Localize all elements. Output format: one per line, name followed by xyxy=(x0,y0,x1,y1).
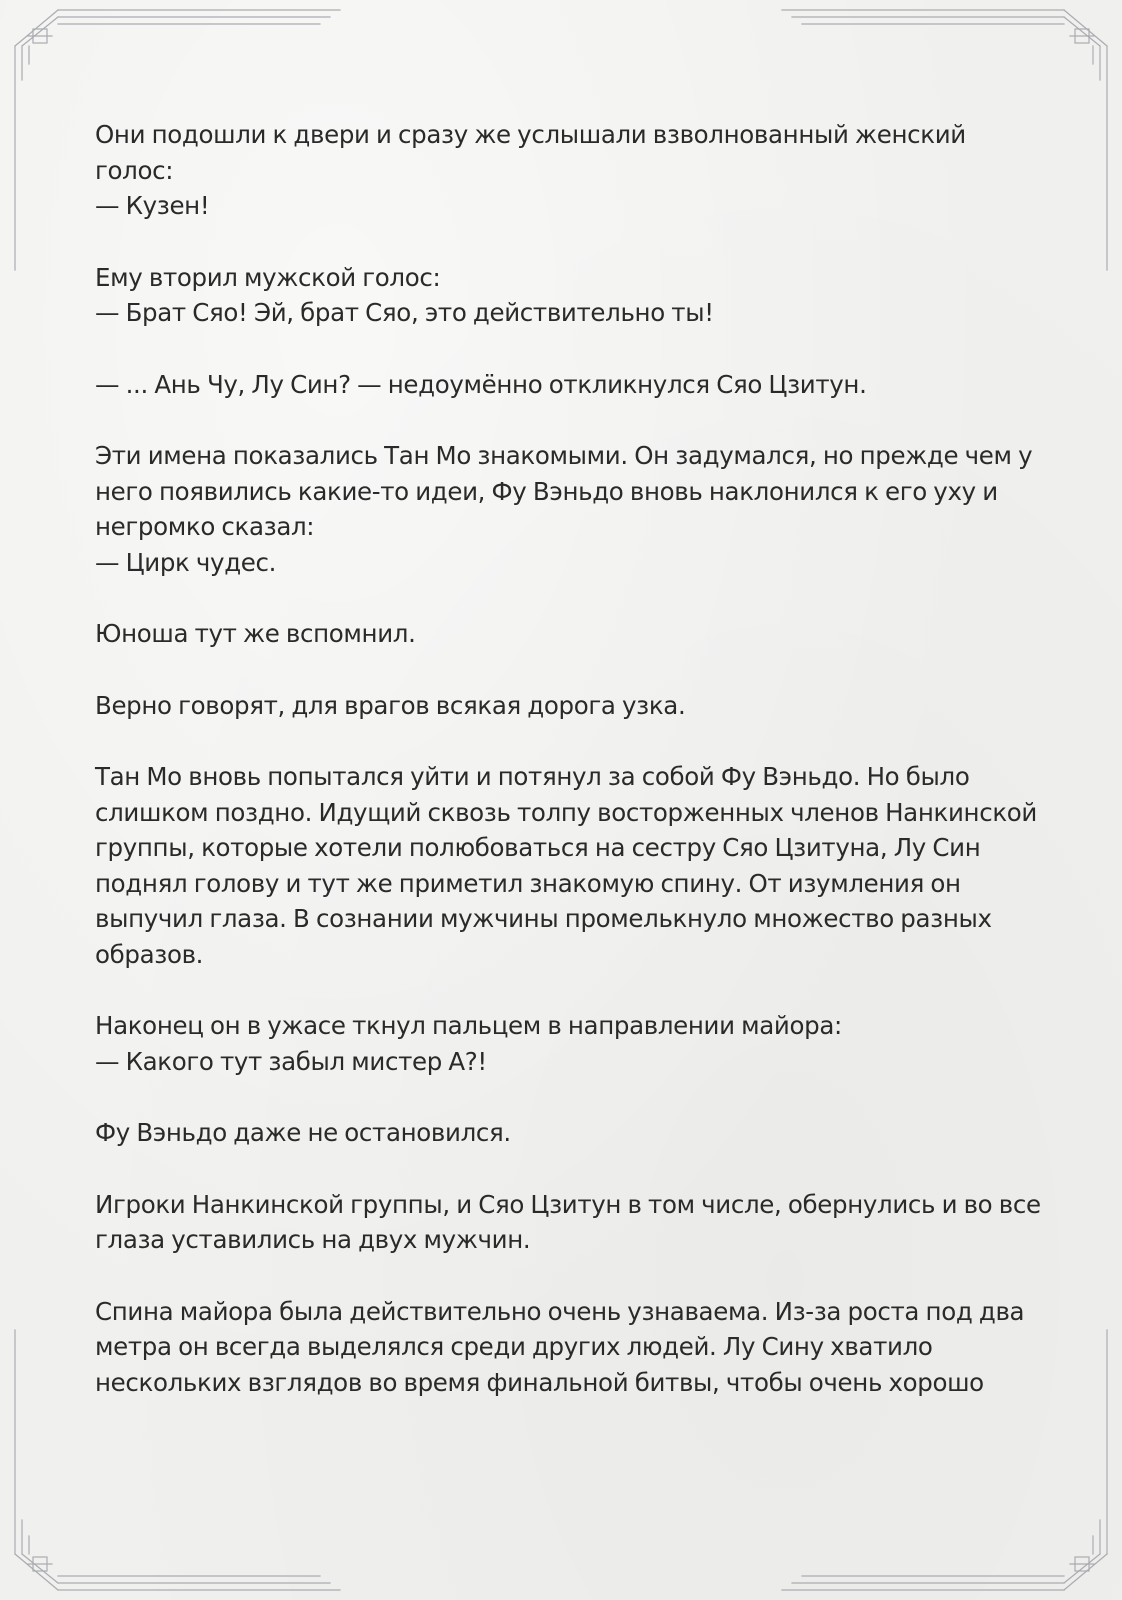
paragraph xyxy=(95,1008,1035,1079)
text-line: Фу Вэньдо даже не остановился. xyxy=(95,1118,511,1147)
text-line: метра он всегда выделялся среди других людей. Лу Сину хватило xyxy=(95,1332,933,1361)
text-line: выпучил глаза. В сознании мужчины промелькнуло множество разных xyxy=(95,904,992,933)
text-line: Верно говорят, для врагов всякая дорога узка. xyxy=(95,690,686,720)
text-line: Спина майора была действительно очень узнаваема. Из-за роста под два xyxy=(95,1296,1025,1326)
text-line: Ему вторил мужской голос: xyxy=(95,262,441,292)
text-line: негромко сказал: xyxy=(95,512,315,541)
text-line: Наконец он в ужасе ткнул пальцем в направлении майора: xyxy=(95,1011,842,1040)
text-line: группы, которые хотели полюбоваться на сестру Сяо Цзитуна, Лу Син xyxy=(95,833,981,862)
text-line: — Цирк чудес. xyxy=(95,547,277,577)
paragraph xyxy=(95,616,1035,652)
paragraph xyxy=(95,367,1035,403)
text-line: — Брат Сяо! Эй, брат Сяо, это действительно ты! xyxy=(95,298,714,327)
text-line: — Какого тут забыл мистер А?! xyxy=(95,1046,487,1076)
text-line: него появились какие-то идеи, Фу Вэньдо вновь наклонился к его уху и xyxy=(95,476,998,506)
text-line: Тан Мо вновь попытался уйти и потянул за собой Фу Вэньдо. Но было xyxy=(95,762,970,791)
text-line: голос: xyxy=(95,155,174,185)
text-line: — Кузен! xyxy=(95,191,210,220)
paragraph xyxy=(95,759,1035,972)
paragraph xyxy=(95,1187,1041,1258)
text-line: Игроки Нанкинской группы, и Сяо Цзитун в том числе, обернулись и во все xyxy=(95,1189,1041,1219)
text-line: Эти имена показались Тан Мо знакомыми. Он задумался, но прежде чем у xyxy=(95,441,1033,470)
text-line: поднял голову и тут же приметил знакомую спину. От изумления он xyxy=(95,868,961,898)
text-line: — ... Ань Чу, Лу Син? — недоумённо откликнулся Сяо Цзитун. xyxy=(95,369,867,399)
paragraph xyxy=(95,1294,1035,1401)
paragraph xyxy=(95,1115,1035,1151)
text-line: нескольких взглядов во время финальной битвы, чтобы очень хорошо xyxy=(95,1367,984,1397)
text-line: образов. xyxy=(95,939,204,969)
text-line: глаза уставились на двух мужчин. xyxy=(95,1225,531,1254)
paragraph xyxy=(95,688,1035,724)
text-line: Они подошли к двери и сразу же услышали взволнованный женский xyxy=(95,120,966,149)
text-line: Юноша тут же вспомнил. xyxy=(95,619,416,648)
text-line: слишком поздно. Идущий сквозь толпу восторженных членов Нанкинской xyxy=(95,797,1037,827)
paragraph xyxy=(95,260,1035,331)
paragraph xyxy=(95,438,1035,580)
document-body xyxy=(95,117,1041,1436)
paragraph xyxy=(95,117,1035,224)
